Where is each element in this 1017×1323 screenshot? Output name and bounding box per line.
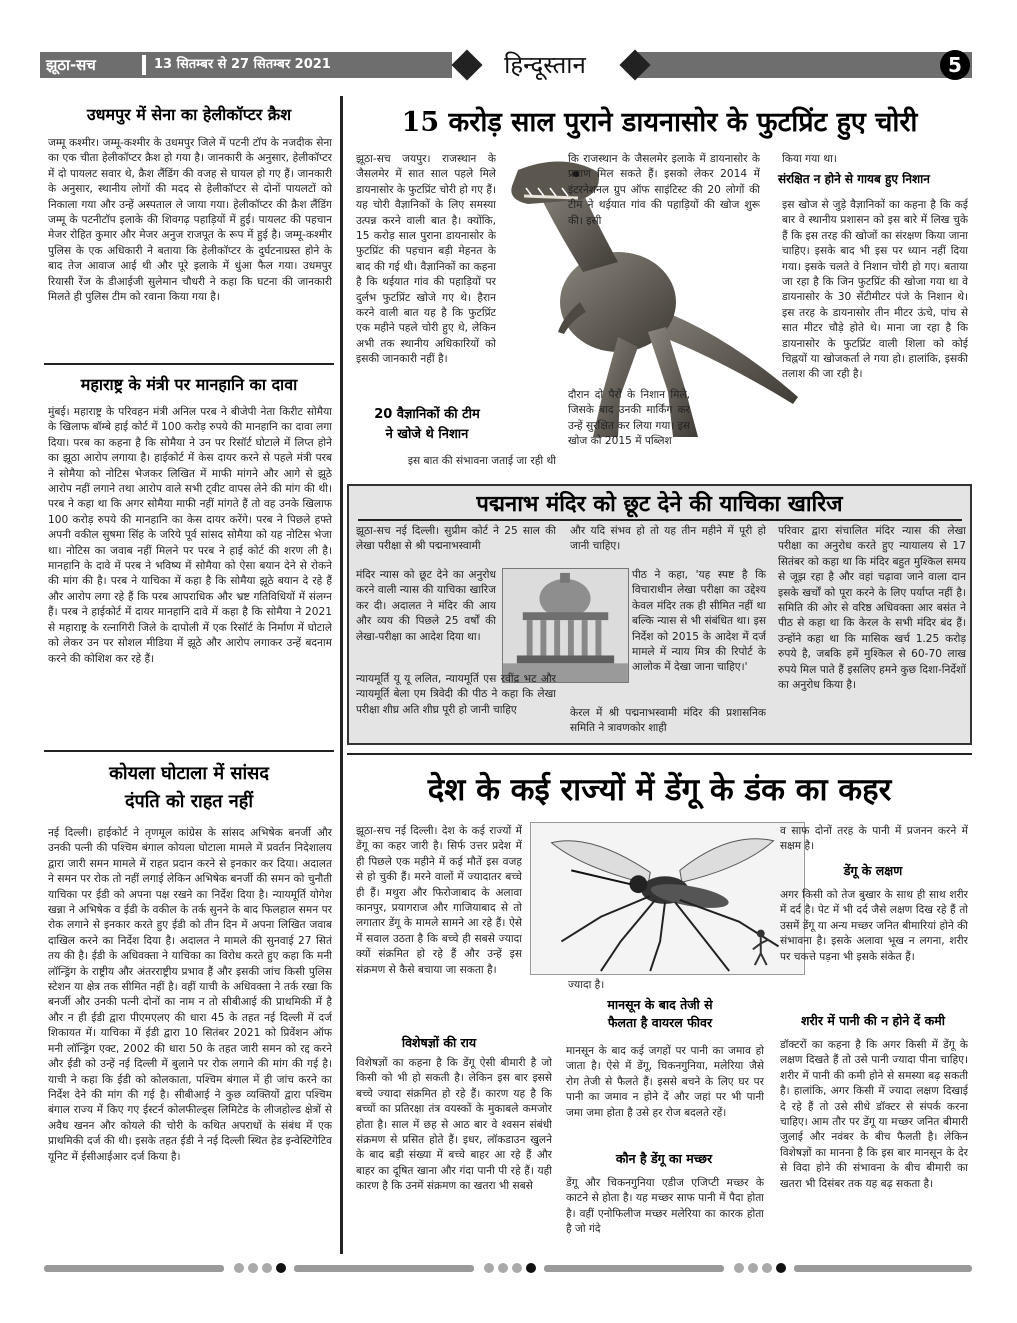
- column-divider: [340, 96, 343, 1254]
- udhampur-headline: उधमपुर में सेना का हेलीकॉप्टर क्रैश: [86, 105, 292, 124]
- dengue-col2-sub-line1: मानसून के बाद तेजी से: [607, 997, 713, 1012]
- dengue-col1-top: झूठा-सच नई दिल्ली। देश के कई राज्यों में डेंगू का कहर जारी है। सिर्फ उत्तर प्रदेश में ही पिछले एक महीने में कई मौतें इस वजह से हो चुकी हैं। मरने वालों में ज्यादातर बच्चे ही हैं। मथुरा और फिरोजाबाद के अलावा कानपुर, प्रयागराज और गाजियाबाद से तो लगातार डेंगू के मामले सामने आ रहे हैं। ऐसे में सवाल उठता है कि बच्चे ही सबसे ज्यादा क्यों संक्रमित हो रहे हैं और उन्हें इस संक्रमण से कैसे बचाया जा सकता है।: [356, 825, 522, 976]
- dino-col3-sub: संरक्षित न होने से गायब हुए निशान: [778, 172, 930, 186]
- dino-col1-tail: इस बात की संभावना जताई जा रही थी: [407, 455, 556, 467]
- dengue-col2-body2: डेंगू और चिकनगुनिया एडीज एजिप्टी मच्छर के काटने से होता है। यह मच्छर साफ पानी में पैदा होता है। वहीं एनोफिलीज मच्छर मलेरिया का कारक होता है जो गंदे: [566, 1177, 764, 1236]
- padmanabh-col1-bottom: न्यायमूर्ति यू यू ललित, न्यायमूर्ति एस रवींद्र भट और न्यायमूर्ति बेला एम त्रिवेदी की पीठ ने कहा कि लेखा परीक्षा शीघ्र अति शीघ्र पूरी हो जानी चाहिए: [356, 673, 556, 716]
- dengue-col1-sub: विशेषज्ञों की राय: [401, 1035, 477, 1050]
- dino-col1-sub-line1: 20 वैज्ञानिकों की टीम: [374, 407, 480, 422]
- footer-dot: [762, 1263, 772, 1273]
- padmanabh-col1-top: झूठा-सच नई दिल्ली। सुप्रीम कोर्ट ने 25 साल की लेखा परीक्षा से श्री पद्मनाभस्वामी: [356, 525, 556, 553]
- dengue-col3-body: अगर किसी को तेज बुखार के साथ ही साथ शरीर में दर्द है। पेट में भी दर्द जैसे लक्षण दिख रहे हैं तो उसमें डेंगू या अन्य मच्छर जनित बीमारियां होने की संभावना है। इसके अलावा भूख न लगना, शरीर पर चकत्ते पड़ना भी इसके संकेत हैं।: [780, 889, 968, 963]
- maharashtra-body: मुंबई। महाराष्ट्र के परिवहन मंत्री अनिल परब ने बीजेपी नेता किरीट सोमैया के खिलाफ बॉम्बे हाई कोर्ट में 100 करोड़ रुपये की मानहानि का दावा लगा दिया। परब का कहना है कि सोमैया ने उन पर रिसॉर्ट घोटाले में लिप्त होने का झूठा आरोप लगाया है। हाईकोर्ट में केस दायर करने से पहले मंत्री परब ने सोमैया को नोटिस भेजकर लिखित में माफी मांगने और आगे से झूठे आरोप नहीं लगाने तथा आरोप वाले सभी ट्वीट वापस लेने की मांग की थी। परब ने कहा था कि अगर सोमैया माफी नहीं मांगते हैं तो वह उनके खिलाफ 100 करोड़ रुपये की मानहानि का केस दायर करेंगे। परब ने पिछले हफ्ते अपनी वकील सुषमा सिंह के जरिये पूर्व सांसद सोमैया को यह नोटिस भेजा था। नोटिस का जवाब नहीं मिलने पर परब ने हाई कोर्ट की शरण ली है। मानहानि के दावे में परब ने भविष्य में सोमैया को ऐसा बयान देने से रोकने की मांग की है। परब ने याचिका में कहा है कि सोमैया झूठे बयान दे रहे हैं और आरोप लगा रहे हैं कि परब आपराधिक और भ्रष्ट गतिविधियों में संलग्न हैं। परब ने हाईकोर्ट में दायर मानहानि दावे में कहा है कि सोमैया ने 2021 से महाराष्ट्र के रत्नागिरी जिले के दापोली में एक रिसॉर्ट के निर्माण में घोटाले को लेकर उन पर सोशल मीडिया में झूठे और आरोप लगाकर उन्हें बदनाम करने की कोशिश कर रहे हैं।: [48, 406, 332, 665]
- section-divider: [347, 753, 972, 755]
- dengue-col3-body2: डॉक्टरों का कहना है कि अगर किसी में डेंगू के लक्षण दिखते हैं तो उसे पानी ज्यादा पीना चाहिए। शरीर में पानी की कमी होने से समस्या बढ़ सकती है। हालांकि, अगर किसी में ज्यादा लक्षण दिखाई दे रहे हैं तो उसे सीधे डॉक्टर से संपर्क करना चाहिए। आम तौर पर डेंगू या मच्छर जनित बीमारी जुलाई और नवंबर के बीच फैलती है। लेकिन विशेषज्ञों का मानना है कि इस बार मानसून के देर से विदा होने की संभावना के बीच बीमारी का खतरा भी दिसंबर तक यह बढ़ सकता है।: [780, 1039, 968, 1190]
- section-divider: [44, 363, 334, 365]
- footer-dot: [234, 1263, 244, 1273]
- padmanabh-rule: [358, 519, 962, 521]
- coal-headline-line2: दंपति को राहत नहीं: [124, 791, 254, 812]
- dengue-col3-sub: डेंगू के लक्षण: [843, 863, 903, 878]
- dino-col3-body: इस खोज से जुड़े वैज्ञानिकों का कहना है कि कई बार वे स्थानीय प्रशासन को इस बारे में लिख चुके हैं कि इस तरह की खोजों का संरक्षण किया जाना चाहिए। इसके बाद भी इस पर ध्यान नहीं दिया गया। इसके चलते वे निशान चोरी हो गए। बताया जा रहा है कि जिन फुटप्रिंट की खोजा गया था वे डायनासोर के 30 सेंटीमीटर पंजे के निशान थे। इस तरह के डायनासोर तीन मीटर ऊंचे, पांच से सात मीटर चौड़े होते थे। माना जा रहा है कि डायनासोर के फुटप्रिंट वाली शिला को कोई चिह्नयों या खोजकर्ता ले गया हो। हालांकि, इसकी तलाश की जा रही है।: [782, 199, 968, 381]
- dengue-col1-body: विशेषज्ञों का कहना है कि डेंगू ऐसी बीमारी है जो किसी को भी हो सकती है। लेकिन इस बार इससे बच्चे ज्यादा संक्रमित हो रहे हैं। कारण यह है कि बच्चों का प्रतिरक्षा तंत्र वयस्कों के मुकाबले कमजोर होता है। साल में छह से आठ बार वे श्वसन संबंधी संक्रमण से प्रसित होते हैं। इधर, लॉकडाउन खुलने के बाद बड़ी संख्या में बच्चे बाहर आ रहे हैं और बाहर का दूषित खाना और गंदा पानी पी रहे हैं। यही कारण है कि उनमें संक्रमण का खतरा भी सबसे: [356, 1057, 552, 1193]
- footer-dot: [776, 1263, 786, 1273]
- dengue-col3-top: व साफ दोनों तरह के पानी में प्रजनन करने में सक्षम है।: [780, 825, 968, 853]
- footer-dot: [748, 1263, 758, 1273]
- coal-headline-line1: कोयला घोटाला में सांसद: [109, 763, 269, 784]
- footer-bar: [294, 1265, 474, 1272]
- page-number: 5: [940, 50, 970, 80]
- coal-body: नई दिल्ली। हाईकोर्ट ने तृणमूल कांग्रेस के सांसद अभिषेक बनर्जी और उनकी पत्नी की पश्चिम बंगाल कोयला घोटाला मामले में प्रवर्तन निदेशालय द्वारा जारी समन मामले में राहत प्रदान करने से इनकार कर दिया। अदालत ने समन पर रोक तो नहीं लगाई लेकिन अभिषेक बनर्जी की समन को चुनौती याचिका पर ईडी को अपना पक्ष रखने का निर्देश दिया है। न्यायमूर्ति योगेश खन्ना ने अभिषेक व ईडी के वकील के तर्क सुनने के बाद फिलहाल समन पर रोक लगाने से इनकार करते हुए ईडी को तीन दिन में अपना लिखित जवाब दाखिल करने का निर्देश दिया है। अदालत ने मामले की सुनवाई 27 सितं तय की है। ईडी के अधिवक्ता ने याचिका का विरोध करते हुए कहा कि मनी लॉन्ड्रिंग के राष्ट्रीय और अंतरराष्ट्रीय प्रभाव हैं और इसकी जांच किसी पुलिस स्टेशन या क्षेत्र तक सीमित नहीं है। वहीं याची के अधिवक्ता ने तर्क रखा कि बनर्जी और उनकी पत्नी दोनों का नाम न तो सीबीआई की प्राथमिकी में है और न ही ईडी द्वारा पीएमएलए की धारा 45 के तहत नई दिल्ली में दर्ज शिकायत में। याचिका में ईडी द्वारा 10 सितंबर 2021 को प्रिवेंशन ऑफ मनी लॉन्ड्रिंग एक्ट, 2002 की धारा 50 के तहत जारी समन को रद्द करने और ईडी को उन्हें नई दिल्ली में बुलाने पर रोक लगाने की मांग की गई है। याची ने कहा कि ईडी को कोलकाता, पश्चिम बंगाल में ही जांच करने का निर्देश देने की मांग की गई है। सीबीआई ने कुछ व्यक्तियों द्वारा पश्चिम बंगाल राज्य में किए गए ईस्टर्न कोलफील्ड्स लिमिटेड के लीजहोल्ड क्षेत्रों से अवैध खनन और कोयले की चोरी के कथित अपराधों के संबंध में एक प्राथमिकी दर्ज की थी। इसके तहत ईडी ने नई दिल्ली स्थित हेड इन्वेस्टिगेटिव यूनिट में ईसीआईआर दर्ज किया है।: [48, 827, 332, 1163]
- footer-dot: [734, 1263, 744, 1273]
- footer-bar: [794, 1265, 972, 1272]
- udhampur-body: जम्मू कश्मीर। जम्मू-कश्मीर के उधमपुर जिले में पटनी टॉप के नजदीक सेना का एक चीता हेलीकॉप्टर क्रैश हो गया है। जानकारी के अनुसार, हेलीकॉप्टर में दो पायलट सवार थे, क्रैश लैंडिंग की वजह से घायल हो गए हैं। जानकारी के अनुसार, स्थानीय लोगों की मदद से हेलीकॉप्टर से दोनों पायलटों को निकाला गया और उन्हें अस्पताल ले जाया गया। हेलीकॉप्टर की क्रैश लैंडिंग जम्मू के पटनीटॉप इलाके की शिवगढ़ पहाड़ियों में हुई। पायलट की पहचान मेजर रोहित कुमार और मेजर अनुज राजपूत के रूप में हुई है। जम्मू-कश्मीर पुलिस के एक अधिकारी ने बताया कि हेलीकॉप्टर के दुर्घटनाग्रस्त होने के बाद तेज आवाज आई थी और पूरे इलाके में धुंआ फैल गया। उधमपुर रियासी रेंज के डीआईजी सुलेमान चौधरी ने कहा कि घटना की जानकारी मिलते ही पुलिस टीम को रवाना किया गया है।: [48, 137, 332, 304]
- footer-dot: [512, 1263, 522, 1273]
- padmanabh-col3: परिवार द्वारा संचालित मंदिर न्यास की लेखा परीक्षा का अनुरोध करते हुए न्यायालय से 17 सितंबर को कहा था कि मंदिर बहुत मुश्किल समय से जूझ रहा है और वहां चढ़ावा जाने वाला दान इसके खर्चों को पूरा करने के लिए पर्याप्त नहीं है। समिति की ओर से वरिष्ठ अधिवक्ता आर बसंत ने पीठ से कहा था कि केरल के सभी मंदिर बंद हैं। उन्होंने कहा था कि मासिक खर्च 1.25 करोड़ रुपये है, जबकि हमें मुश्किल से 60-70 लाख रुपये मिल पाते हैं इसलिए हमने कुछ दिशा-निर्देशों का अनुरोध किया है।: [778, 525, 966, 692]
- section-divider: [44, 750, 334, 752]
- dengue-headline: देश के कई राज्यों में डेंगू के डंक का कहर: [427, 772, 892, 808]
- dengue-col3-sub2: शरीर में पानी की न होने दें कमी: [801, 1013, 945, 1028]
- brand-name: झूठा-सच: [46, 56, 96, 74]
- mosquito-image: [530, 822, 805, 975]
- footer-bar: [544, 1265, 724, 1272]
- paper-name: हिन्दूस्तान: [504, 51, 586, 79]
- dino-headline: 15 करोड़ साल पुराने डायनासोर के फुटप्रिंट हुए चोरी: [401, 107, 918, 138]
- footer-ornament: [44, 1262, 972, 1274]
- footer-dot: [262, 1263, 272, 1273]
- padmanabh-col1-left: मंदिर न्यास को छूट देने का अनुरोध करने वाली न्यास की याचिका खारिज कर दी। अदालत ने मंदिर की आय और व्यय की पिछले 25 वर्षों की लेखा-परीक्षा का आदेश दिया था।: [356, 569, 496, 643]
- dengue-col2-top: ज्यादा है।: [568, 979, 605, 991]
- dateline: 13 सितम्बर से 27 सितम्बर 2021: [154, 57, 331, 72]
- footer-dot: [484, 1263, 494, 1273]
- padmanabh-col2-bottom: केरल में श्री पद्मनाभस्वामी मंदिर की प्रशासनिक समिति ने त्रावणकोर शाही: [570, 707, 766, 735]
- padmanabh-col2-top: और यदि संभव हो तो यह तीन महीने में पूरी हो जानी चाहिए।: [570, 525, 766, 553]
- dino-col3-top: किया गया था।: [782, 153, 837, 165]
- maharashtra-headline: महाराष्ट्र के मंत्री पर मानहानि का दावा: [80, 375, 298, 394]
- padmanabh-headline: पद्मनाभ मंदिर को छूट देने की याचिका खारिज: [476, 491, 843, 517]
- masthead-separator: [142, 55, 146, 75]
- dengue-col2-sub2: कौन है डेंगू का मच्छर: [615, 1151, 713, 1166]
- masthead: [40, 44, 972, 88]
- footer-dot: [498, 1263, 508, 1273]
- dino-col1-sub-line2: ने खोजे थे निशान: [385, 427, 469, 442]
- footer-dot: [276, 1263, 286, 1273]
- dino-col1-body: झूठा-सच जयपुर। राजस्थान के जैसलमेर में सात साल पहले मिले डायनासोर के फुटप्रिंट चोरी हो गए हैं। यह चोरी वैज्ञानिकों के लिए समस्या उत्पन्न करने वाली बात है। क्योंकि, 15 करोड़ साल पुराना डायनासोर के फुटप्रिंट की पहचान बड़ी मेहनत के बाद की गई थी। वैज्ञानिकों का कहना है कि थईयात गांव की पहाड़ियों पर दुर्लभ फुटप्रिंट खोजे गए थे। हैरान करने वाली बात यह है कि फुटप्रिंट एक महीने पहले चोरी हुए थे, लेकिन अभी तक स्थानीय अधिकारियों को इसकी जानकारी नहीं है।: [356, 153, 496, 366]
- dengue-col2-body: मानसून के बाद कई जगहों पर पानी का जमाव हो जाता है। ऐसे में डेंगू, चिकनगुनिया, मलेरिया जैसे रोग तेजी से फैलते हैं। इससे बचने के लिए घर पर पानी का जमाव न होने दें और जहां पर भी पानी जमा जमा होता है उसे हर रोज बदलते रहें।: [566, 1045, 764, 1119]
- supreme-court-image: [502, 568, 629, 683]
- dino-col2-bottom: दौरान दो पैरों के निशान मिले, जिसके बाद उनकी मार्किंग कर उन्हें सुरक्षित कर लिया गया। इस खोज को 2015 में पब्लिश: [568, 389, 690, 448]
- dengue-col2-sub-line2: फैलता है वायरल फीवर: [607, 1015, 713, 1030]
- footer-dot: [526, 1263, 536, 1273]
- dino-col2-top: कि राजस्थान के जैसलमेर इलाके में डायनासोर के प्रमाण मिल सकते हैं। इसको लेकर 2014 में इंटरनेशनल ग्रुप ऑफ साइंटिस्ट की 20 लोगों की टीम ने थईयात गांव की पहाड़ियों की खोज शुरू की। इसी: [568, 153, 760, 227]
- padmanabh-col2-right: पीठ ने कहा, 'यह स्पष्ट है कि विचाराधीन लेखा परीक्षा का उद्देश्य केवल मंदिर तक ही सीमित नहीं था बल्कि न्यास से भी संबंधित था। इस निर्देश को 2015 के आदेश में दर्ज मामले में न्याय मित्र की रिपोर्ट के आलोक में देखा जाना चाहिए।': [632, 569, 766, 674]
- footer-dot: [248, 1263, 258, 1273]
- footer-bar: [44, 1265, 224, 1272]
